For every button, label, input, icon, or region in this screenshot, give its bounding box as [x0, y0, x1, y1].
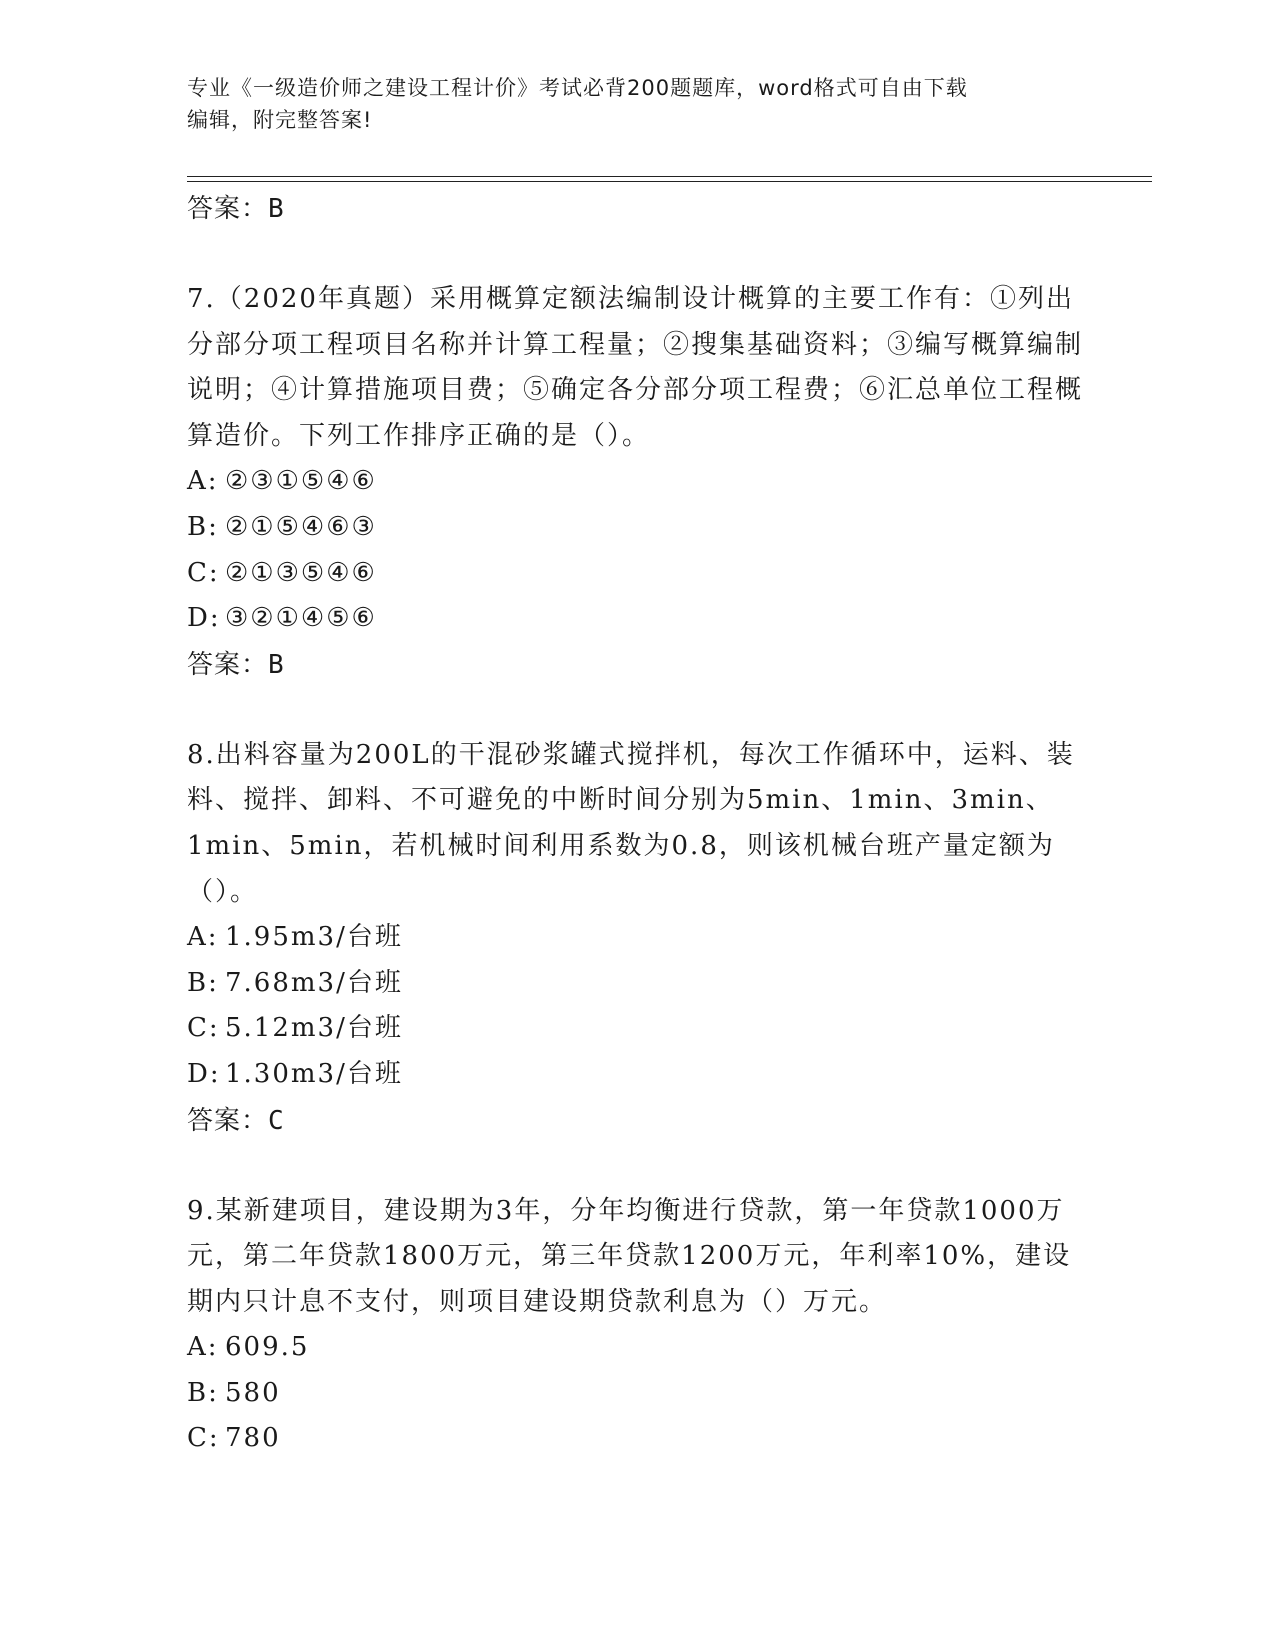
option-text: ②③①⑤④⑥	[225, 466, 377, 497]
option-b	[187, 1371, 1087, 1417]
option-b	[187, 505, 1087, 551]
option-key: B:	[187, 1377, 219, 1408]
question-text: 7.（2020年真题）采用概算定额法编制设计概算的主要工作有：①列出分部分项工程项目名称并计算工程量；②搜集基础资料；③编写概算编制说明；④计算措施项目费；⑤确定各分部分项工程费；⑥汇总单位工程概算造价。下列工作排序正确的是（）。	[187, 284, 1084, 451]
option-text: 580	[225, 1377, 281, 1408]
option-a	[187, 459, 1087, 505]
option-key: A:	[187, 466, 219, 497]
option-a	[187, 1325, 1087, 1371]
question-list	[187, 186, 1087, 1462]
header-divider-top	[187, 176, 1152, 177]
answer-label: 答案：	[187, 649, 269, 680]
option-text: ③②①④⑤⑥	[225, 603, 377, 634]
answer-line	[187, 1098, 1087, 1144]
answer-label: 答案：	[187, 194, 269, 224]
question-text: 9.某新建项目，建设期为3年，分年均衡进行贷款，第一年贷款1000万元，第二年贷款1800万元，第三年贷款1200万元，年利率10%，建设期内只计息不支付，则项目建设期贷款利息为（）万元。	[187, 1195, 1072, 1317]
option-c	[187, 1416, 1087, 1462]
option-text: 5.12m3/台班	[225, 1013, 403, 1044]
header-line-1: 专业《一级造价师之建设工程计价》考试必背200题题库，word格式可自由下载	[187, 76, 968, 100]
question-block	[187, 733, 1087, 1144]
header-divider-bottom	[187, 181, 1152, 182]
option-d	[187, 1052, 1087, 1098]
option-text: 1.30m3/台班	[225, 1058, 403, 1089]
answer-line	[187, 186, 1087, 232]
answer-value: B	[268, 194, 285, 224]
answer-label: 答案：	[187, 1105, 269, 1136]
option-key: A:	[187, 922, 219, 953]
option-b	[187, 961, 1087, 1007]
option-key: B:	[187, 967, 219, 998]
answer-value: C	[268, 1105, 285, 1136]
option-c	[187, 551, 1087, 597]
option-key: C:	[187, 1423, 220, 1454]
option-text: ②①⑤④⑥③	[225, 511, 377, 542]
question-block	[187, 1189, 1087, 1463]
option-key: A:	[187, 1332, 219, 1363]
option-text: 609.5	[225, 1332, 310, 1363]
option-text: 1.95m3/台班	[225, 922, 403, 953]
header-line-2: 编辑，附完整答案!	[187, 108, 373, 132]
option-c	[187, 1006, 1087, 1052]
option-d	[187, 596, 1087, 642]
option-key: D:	[187, 1058, 221, 1089]
answer-value: B	[268, 649, 285, 680]
option-a	[187, 915, 1087, 961]
option-text: 780	[225, 1423, 281, 1454]
option-key: C:	[187, 1013, 220, 1044]
option-key: B:	[187, 511, 219, 542]
document-header	[187, 72, 1067, 136]
option-key: C:	[187, 557, 220, 588]
option-text: ②①③⑤④⑥	[225, 557, 377, 588]
option-text: 7.68m3/台班	[225, 967, 403, 998]
answer-line	[187, 642, 1087, 688]
option-key: D:	[187, 603, 221, 634]
question-block	[187, 277, 1087, 688]
question-text: 8.出料容量为200L的干混砂浆罐式搅拌机，每次工作循环中，运料、装料、搅拌、卸料、不可避免的中断时间分别为5min、1min、3min、1min、5min，若机械时间利用系数为0.8，则该机械台班产量定额为（）。	[187, 739, 1075, 907]
